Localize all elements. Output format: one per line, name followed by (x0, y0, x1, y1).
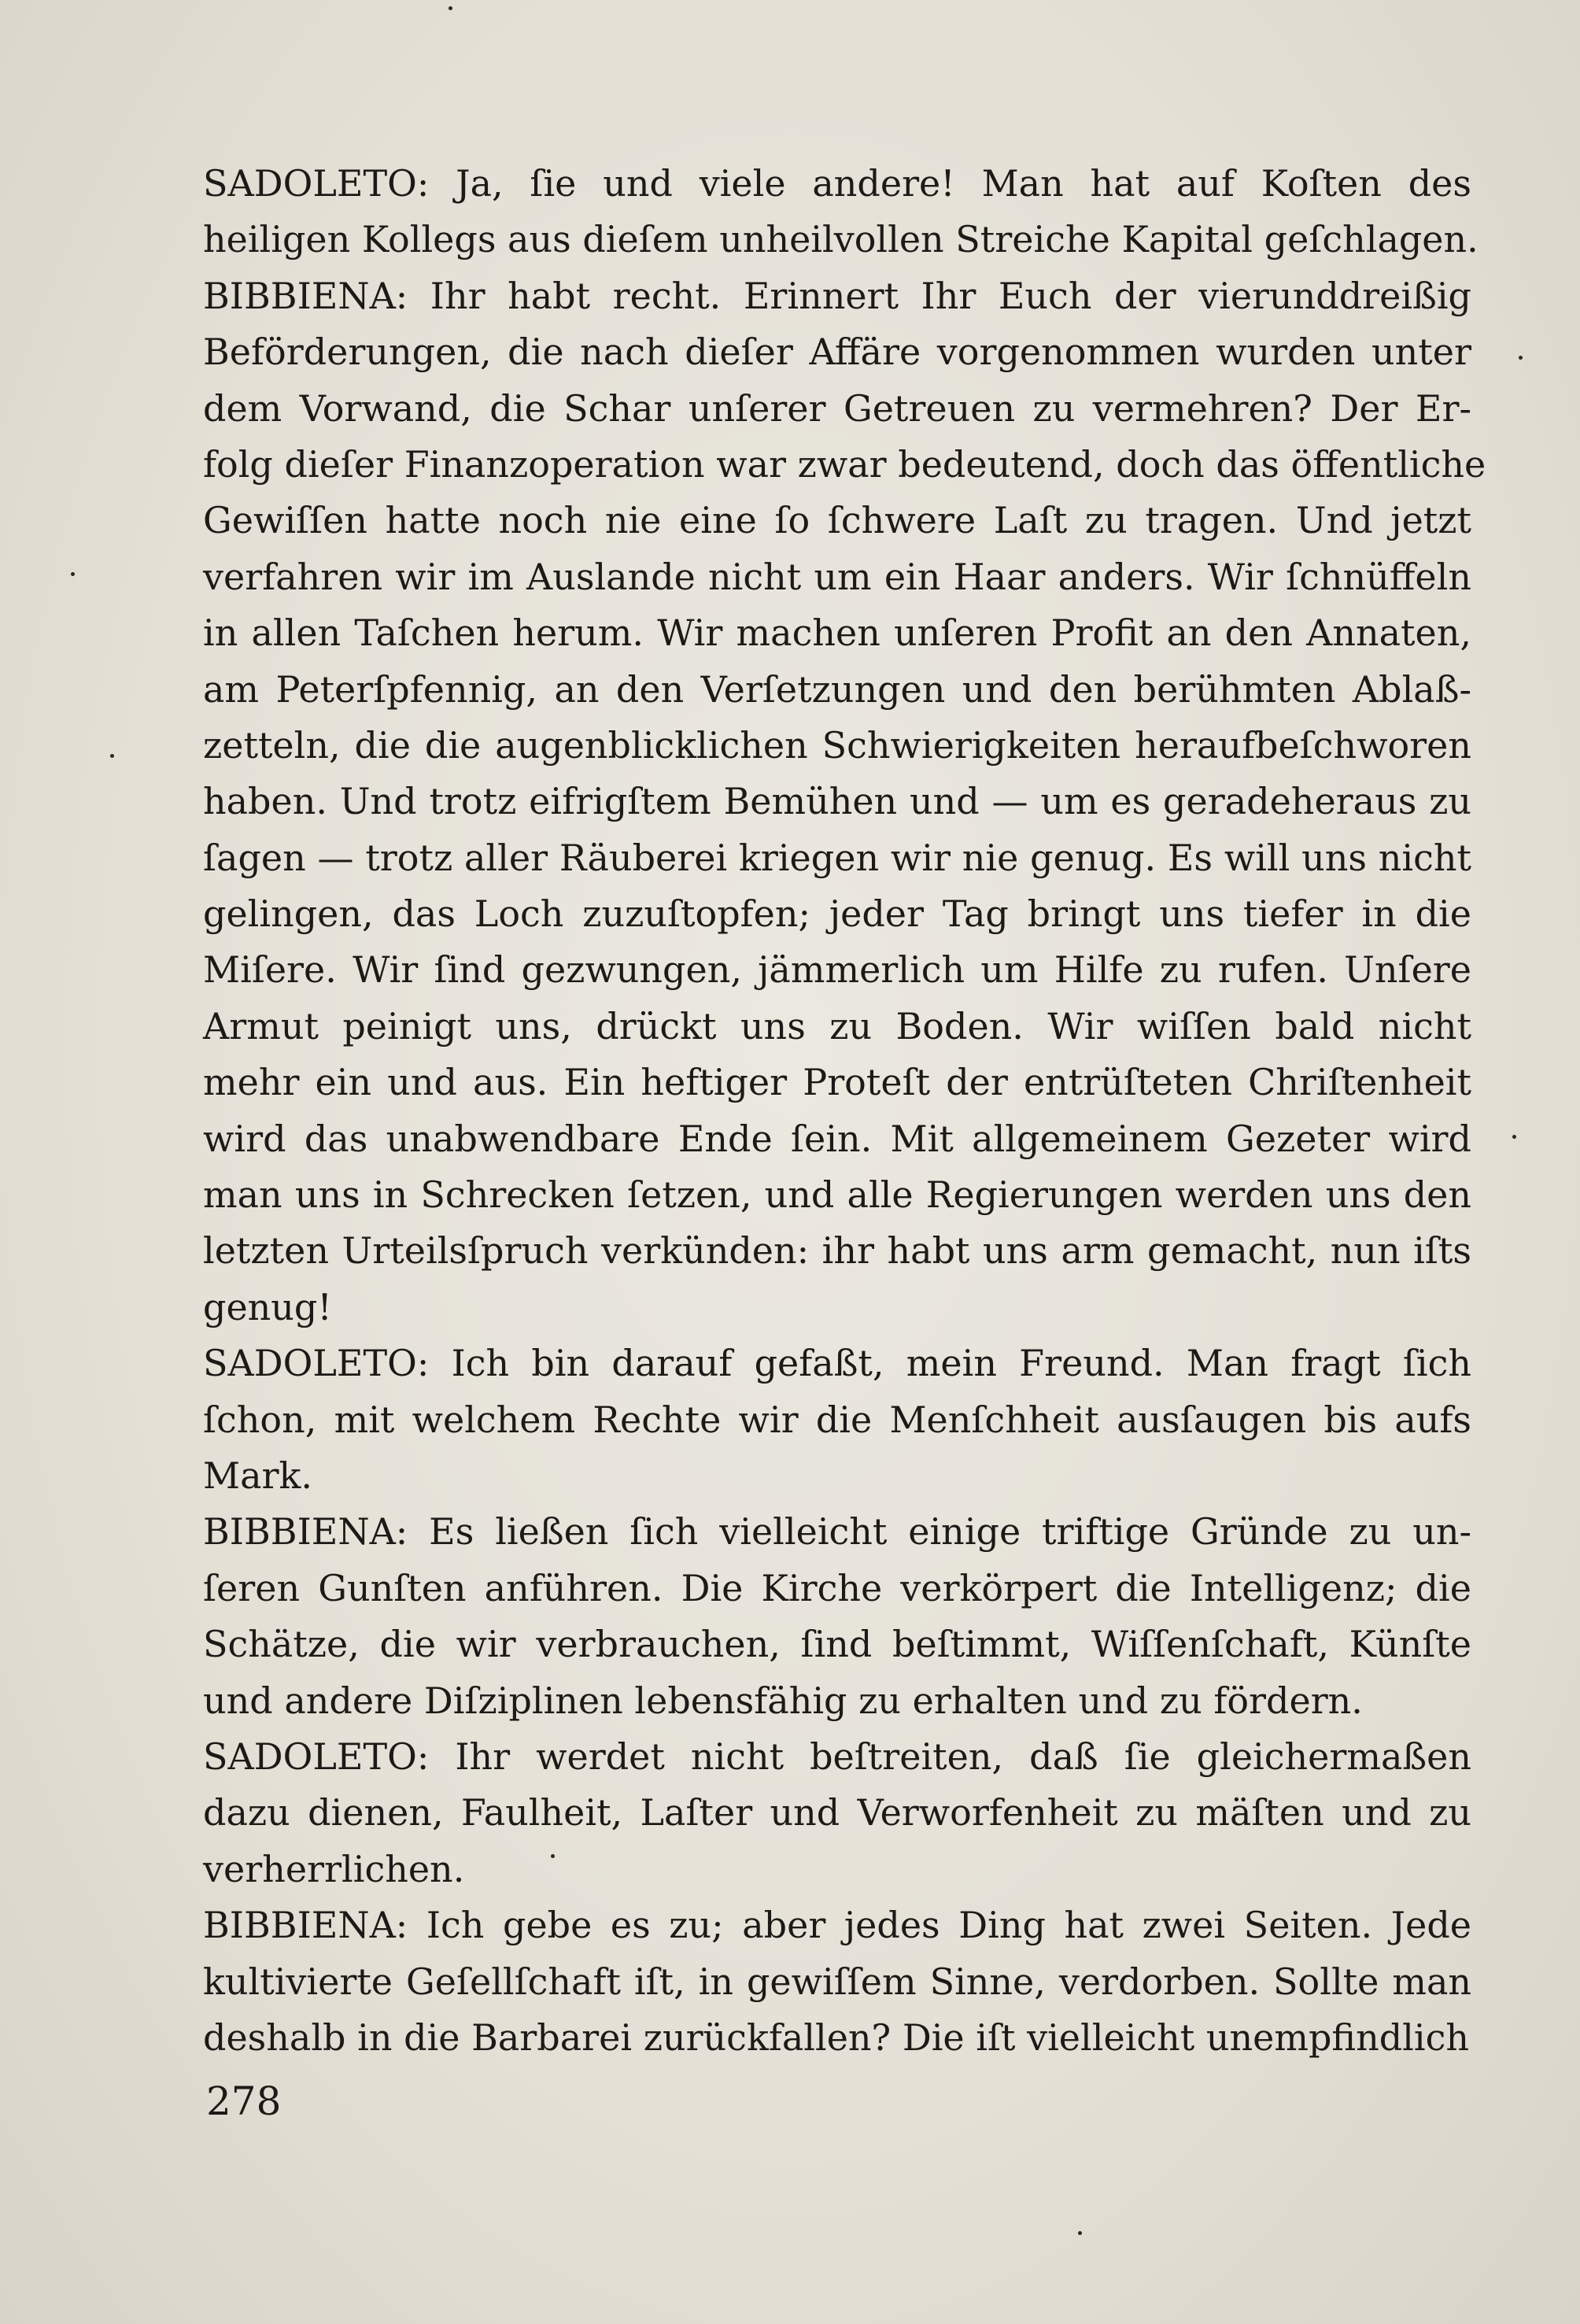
paper-speck (1512, 1135, 1516, 1139)
text-line: Mark. (203, 1454, 313, 1497)
text-line: SADOLETO: Ihr werdet nicht beſtreiten, daß ſie gleichermaßen (203, 1735, 1471, 1778)
paper-speck (1519, 356, 1523, 360)
text-line: BIBBIENA: Es ließen ſich vielleicht einige triftige Gründe zu un- (203, 1510, 1471, 1554)
text-line: deshalb in die Barbarei zurückfallen? Die iſt vielleicht unempfindlich (203, 2015, 1469, 2059)
paper-speck (1078, 2231, 1082, 2235)
paper-speck (110, 754, 114, 758)
text-line: dem Vorwand, die Schar unſerer Getreuen zu vermehren? Der Er- (203, 386, 1471, 430)
text-line: kultivierte Geſellſchaft iſt, in gewiſſem Sinne, verdorben. Sollte man (203, 1960, 1471, 2003)
text-line: am Peterſpfennig, an den Verſetzungen und den berühmten Ablaß- (203, 667, 1471, 711)
text-line: haben. Und trotz eifrigſtem Bemühen und — um es geradeheraus zu (203, 780, 1471, 823)
text-line: BIBBIENA: Ich gebe es zu; aber jedes Ding hat zwei Seiten. Jede (203, 1904, 1471, 1947)
paper-speck (551, 1854, 555, 1858)
text-line: letzten Urteilsſpruch verkünden: ihr habt uns arm gemacht, nun iſts (203, 1229, 1471, 1273)
text-line: verfahren wir im Auslande nicht um ein Haar anders. Wir ſchnüffeln (203, 555, 1471, 598)
text-line: BIBBIENA: Ihr habt recht. Erinnert Ihr Euch der vierunddreißig (203, 274, 1471, 317)
text-line: Armut peinigt uns, drückt uns zu Boden. Wir wiſſen bald nicht (203, 1004, 1471, 1047)
text-line: mehr ein und aus. Ein heftiger Proteſt der entrüſteten Chriſtenheit (203, 1061, 1471, 1104)
text-line: in allen Taſchen herum. Wir machen unſeren Profit an den Annaten, (203, 611, 1471, 655)
text-line: Schätze, die wir verbrauchen, ſind beſtimmt, Wiſſenſchaft, Künſte (203, 1623, 1471, 1666)
text-line: verherrlichen. (203, 1847, 465, 1890)
text-line: ſagen — trotz aller Räuberei kriegen wir nie genug. Es will uns nicht (203, 836, 1471, 879)
text-line: Gewiſſen hatte noch nie eine ſo ſchwere Laſt zu tragen. Und jetzt (203, 499, 1471, 542)
page-number: 278 (206, 2078, 282, 2124)
paper-speck (71, 572, 75, 576)
text-line: genug! (203, 1285, 332, 1328)
text-line: Miſere. Wir ſind gezwungen, jämmerlich um Hilfe zu rufen. Unſere (203, 948, 1471, 992)
text-line: man uns in Schrecken ſetzen, und alle Regierungen werden uns den (203, 1173, 1471, 1217)
text-line: heiligen Kollegs aus dieſem unheilvollen Streiche Kapital geſchlagen. (203, 218, 1478, 261)
text-line: wird das unabwendbare Ende ſein. Mit allgemeinem Gezeter wird (203, 1117, 1471, 1160)
text-line: ſeren Gunſten anführen. Die Kirche verkörpert die Intelligenz; die (203, 1566, 1471, 1609)
text-line: SADOLETO: Ja, ſie und viele andere! Man hat auf Koſten des (203, 162, 1471, 205)
text-line: SADOLETO: Ich bin darauf gefaßt, mein Freund. Man fragt ſich (203, 1342, 1471, 1385)
dialogue-text (203, 156, 1486, 2066)
text-line: und andere Diſziplinen lebensfähig zu erhalten und zu fördern. (203, 1679, 1363, 1722)
paper-speck (449, 6, 452, 10)
text-line: gelingen, das Loch zuzuſtopfen; jeder Tag bringt uns tiefer in die (203, 892, 1471, 936)
text-line: zetteln, die die augenblicklichen Schwierigkeiten heraufbeſchworen (203, 723, 1471, 767)
text-line: dazu dienen, Faulheit, Laſter und Verworfenheit zu mäſten und zu (203, 1791, 1471, 1834)
text-line: Beförderungen, die nach dieſer Affäre vorgenommen wurden unter (203, 331, 1471, 374)
text-line: ſchon, mit welchem Rechte wir die Menſchheit ausſaugen bis aufs (203, 1398, 1471, 1441)
text-line: folg dieſer Finanzoperation war zwar bedeutend, doch das öffentliche (203, 442, 1486, 486)
